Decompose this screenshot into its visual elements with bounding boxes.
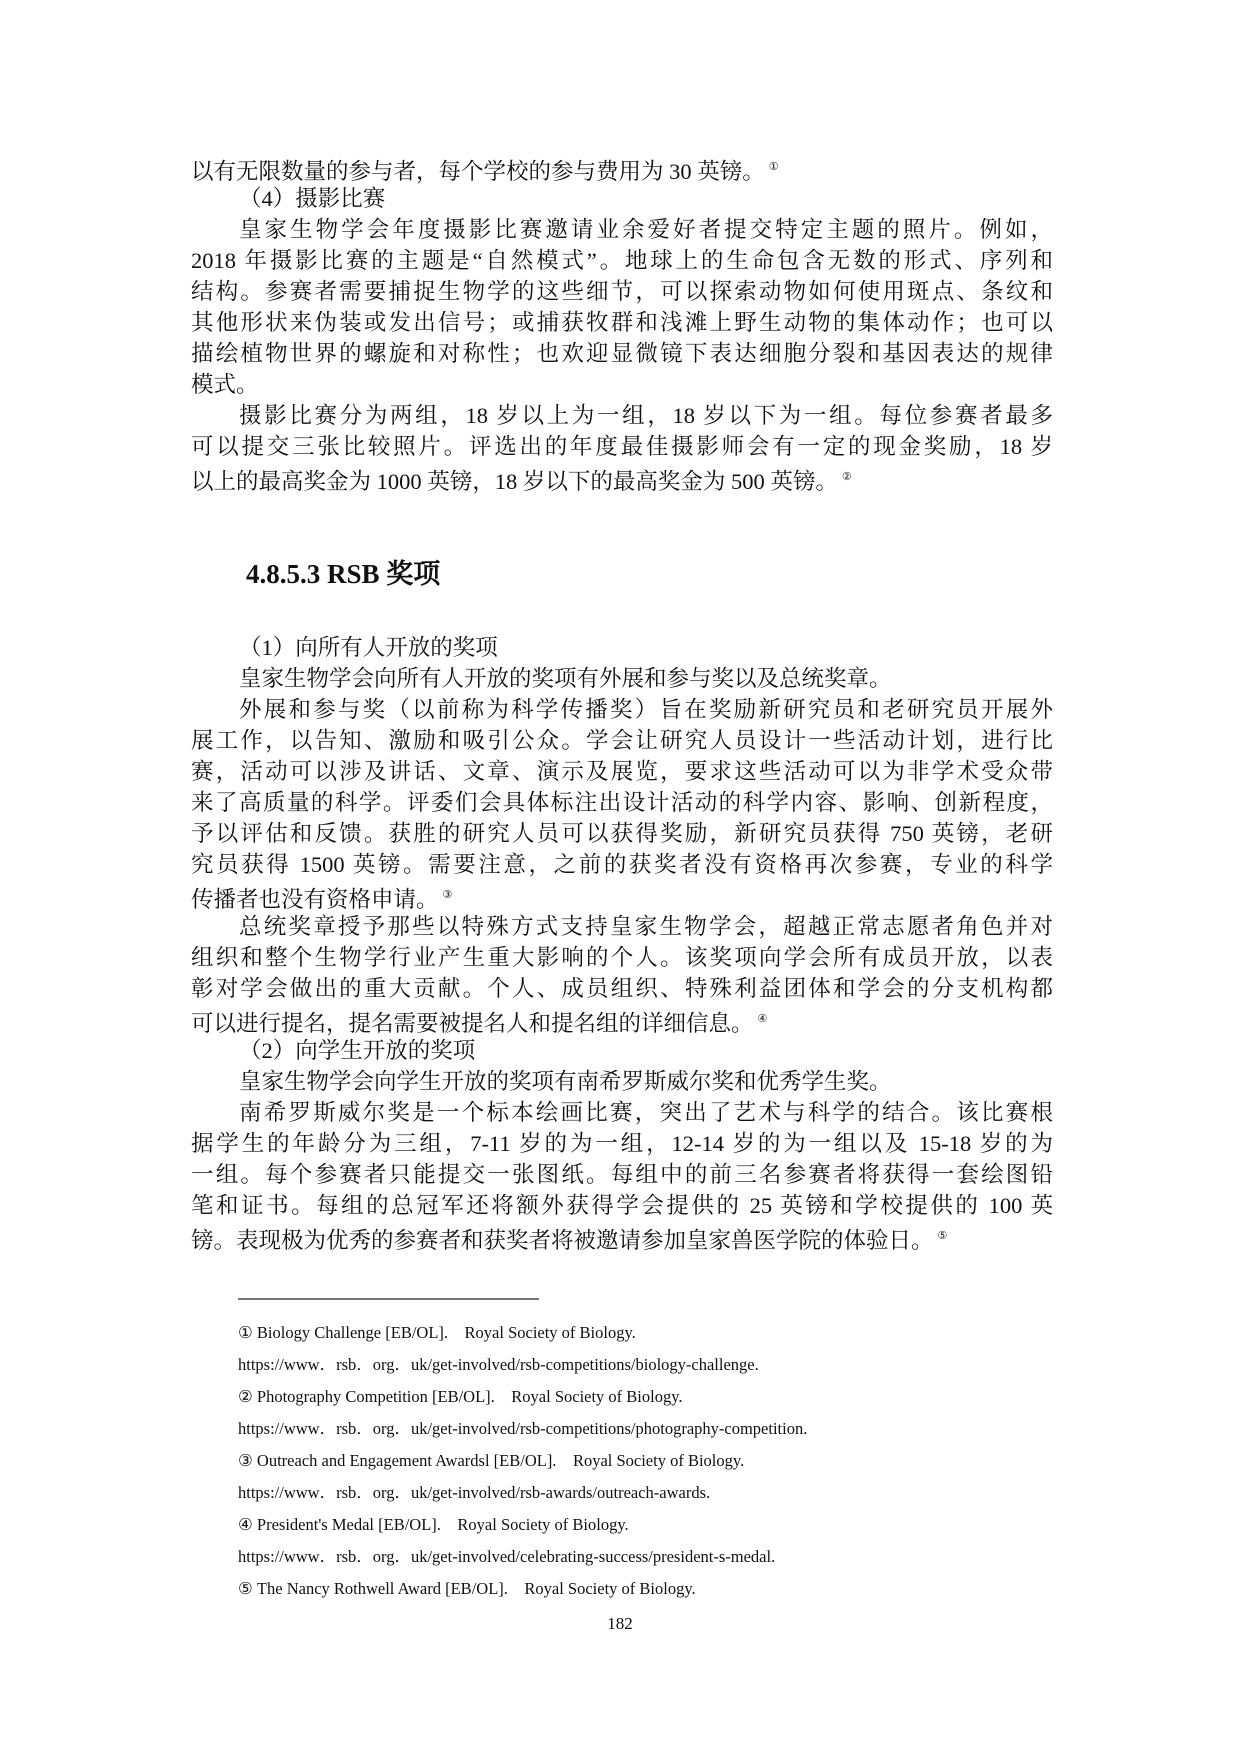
footnote-ref[interactable]: ①: [768, 161, 779, 173]
body-line: 皇家生物学会向学生开放的奖项有南希罗斯威尔奖和优秀学生奖。: [239, 1069, 892, 1094]
body-line: [191, 880, 1053, 915]
body-line: 皇家生物学会向所有人开放的奖项有外展和参与奖以及总统奖章。: [239, 666, 892, 691]
footnote-2-url[interactable]: https://www．rsb．org．uk/get-involved/rsb-competitions/photography-competition.: [238, 1419, 808, 1438]
body-line: 笔和证书。每组的总冠军还将额外获得学会提供的 25 英镑和学校提供的 100 英: [191, 1193, 1053, 1218]
footnote-title: Biology Challenge [EB/OL].: [256, 1323, 449, 1342]
body-line: 究员获得 1500 英镑。需要注意，之前的获奖者没有资格再次参赛，专业的科学: [191, 852, 1053, 877]
footnote-4-url[interactable]: https://www．rsb．org．uk/get-involved/celebrating-success/president-s-medal.: [238, 1547, 776, 1566]
footnote-mark: ④: [238, 1515, 253, 1534]
section-heading: 4.8.5.3 RSB 奖项: [246, 559, 441, 589]
footnote-publisher: Royal Society of Biology.: [464, 1323, 636, 1342]
body-line: [191, 152, 1053, 187]
body-line: 结构。参赛者需要捕捉生物学的这些细节，可以探索动物如何使用斑点、条纹和: [191, 279, 1053, 304]
footnote-title: President's Medal [EB/OL].: [256, 1515, 441, 1534]
footnote-ref[interactable]: ④: [757, 1013, 768, 1025]
footnote-1: [238, 1322, 636, 1344]
page-number: 182: [607, 1614, 633, 1633]
body-line: 其他形状来伪装或发出信号；或捕获牧群和浅滩上野生动物的集体动作；也可以: [191, 310, 1053, 335]
footnote-ref[interactable]: ②: [841, 471, 852, 483]
line-text: 可以进行提名，提名需要被提名人和提名组的详细信息。: [191, 1011, 754, 1036]
footnote-ref[interactable]: ③: [442, 889, 453, 901]
body-line: 皇家生物学会年度摄影比赛邀请业余爱好者提交特定主题的照片。例如，: [239, 217, 1053, 242]
body-line: 摄影比赛分为两组，18 岁以上为一组，18 岁以下为一组。每位参赛者最多: [239, 403, 1053, 428]
body-line: [191, 1004, 1053, 1039]
body-line: 予以评估和反馈。获胜的研究人员可以获得奖励，新研究员获得 750 英镑，老研: [191, 821, 1053, 846]
line-text: 以上的最高奖金为 1000 英镑，18 岁以下的最高奖金为 500 英镑。: [191, 469, 838, 494]
footnote-4: [238, 1514, 629, 1536]
body-line: 彰对学会做出的重大贡献。个人、成员组织、特殊利益团体和学会的分支机构都: [191, 976, 1053, 1001]
body-line: 总统奖章授予那些以特殊方式支持皇家生物学会，超越正常志愿者角色并对: [239, 914, 1053, 939]
body-line: 2018 年摄影比赛的主题是“自然模式”。地球上的生命包含无数的形式、序列和: [191, 248, 1053, 273]
body-line: 组织和整个生物学行业产生重大影响的个人。该奖项向学会所有成员开放，以表: [191, 945, 1053, 970]
subheading-student-awards: （2）向学生开放的奖项: [239, 1038, 476, 1063]
body-line: [191, 1221, 1053, 1256]
footnote-1-url[interactable]: https://www．rsb．org．uk/get-involved/rsb-competitions/biology-challenge.: [238, 1355, 759, 1374]
footnote-publisher: Royal Society of Biology.: [524, 1579, 696, 1598]
footnote-mark: ②: [238, 1387, 253, 1406]
line-text: 镑。表现极为优秀的参赛者和获奖者将被邀请参加皇家兽医学院的体验日。: [191, 1228, 934, 1253]
footnote-mark: ③: [238, 1451, 253, 1470]
footnote-title: Outreach and Engagement Awardsl [EB/OL].: [256, 1451, 557, 1470]
footnote-separator: [238, 1298, 539, 1300]
body-line: 展工作，以告知、激励和吸引公众。学会让研究人员设计一些活动计划，进行比: [191, 728, 1053, 753]
body-line: 可以提交三张比较照片。评选出的年度最佳摄影师会有一定的现金奖励，18 岁: [191, 434, 1053, 459]
body-line: 来了高质量的科学。评委们会具体标注出设计活动的科学内容、影响、创新程度，: [191, 790, 1053, 815]
line-text: 传播者也没有资格申请。: [191, 887, 439, 912]
footnote-3-url[interactable]: https://www．rsb．org．uk/get-involved/rsb-awards/outreach-awards.: [238, 1483, 711, 1502]
footnote-publisher: Royal Society of Biology.: [457, 1515, 629, 1534]
footnote-3: [238, 1450, 744, 1472]
body-line: 南希罗斯威尔奖是一个标本绘画比赛，突出了艺术与科学的结合。该比赛根: [239, 1100, 1053, 1125]
body-line: 描绘植物世界的螺旋和对称性；也欢迎显微镜下表达细胞分裂和基因表达的规律: [191, 341, 1053, 366]
body-line: 外展和参与奖（以前称为科学传播奖）旨在奖励新研究员和老研究员开展外: [239, 697, 1053, 722]
body-line: [191, 462, 1053, 497]
footnote-title: The Nancy Rothwell Award [EB/OL].: [256, 1579, 508, 1598]
body-line: 一组。每个参赛者只能提交一张图纸。每组中的前三名参赛者将获得一套绘图铅: [191, 1162, 1053, 1187]
footnote-2: [238, 1386, 683, 1408]
body-line: 模式。: [191, 372, 259, 397]
body-line: 据学生的年龄分为三组，7-11 岁的为一组，12-14 岁的为一组以及 15-18 岁的为: [191, 1131, 1053, 1156]
subheading-open-awards: （1）向所有人开放的奖项: [239, 635, 498, 660]
footnote-publisher: Royal Society of Biology.: [511, 1387, 683, 1406]
footnote-mark: ⑤: [238, 1579, 253, 1598]
footnote-ref[interactable]: ⑤: [937, 1230, 948, 1242]
footnote-publisher: Royal Society of Biology.: [572, 1451, 745, 1470]
footnote-title: Photography Competition [EB/OL].: [256, 1387, 495, 1406]
subheading-photography: （4）摄影比赛: [239, 186, 386, 211]
line-text: 以有无限数量的参与者，每个学校的参与费用为 30 英镑。: [191, 159, 765, 184]
footnote-5: [238, 1578, 696, 1600]
body-line: 赛，活动可以涉及讲话、文章、演示及展览，要求这些活动可以为非学术受众带: [191, 759, 1053, 784]
footnote-mark: ①: [238, 1323, 253, 1342]
